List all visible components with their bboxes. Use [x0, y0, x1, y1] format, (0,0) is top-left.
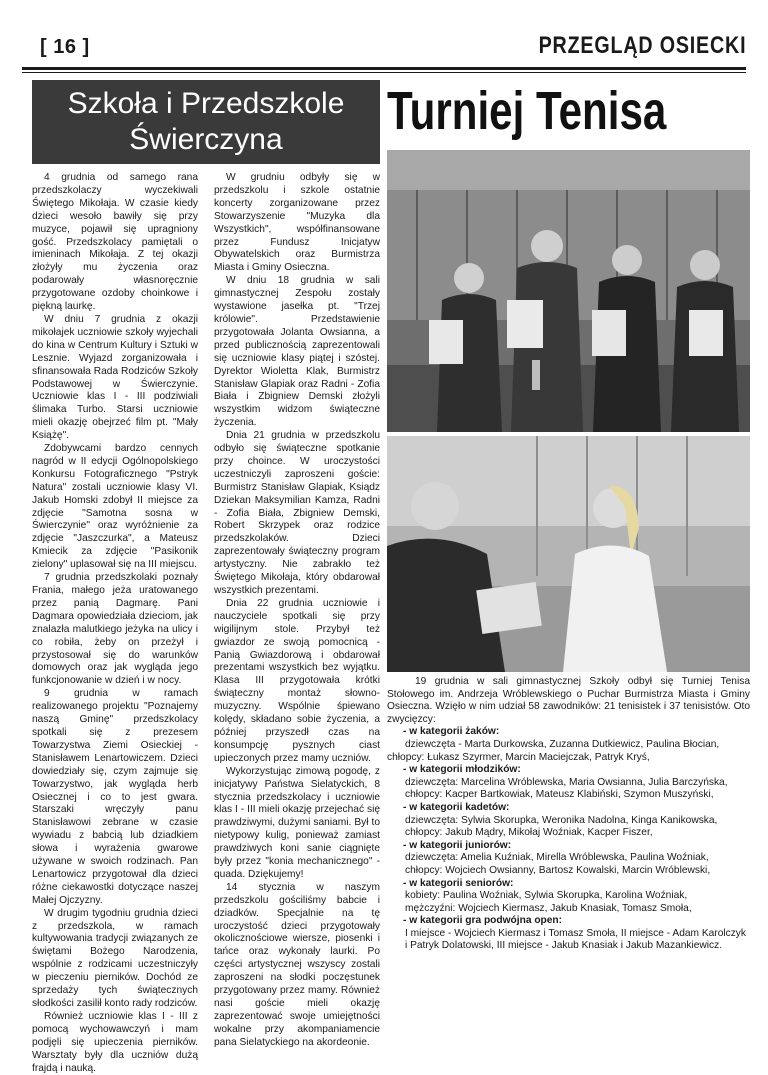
paragraph: 9 grudnia w ramach realizowanego projektu "Poznajemy naszą Gminę" przedszkolacy spotkali się z prezesem Towarzystwa Ziemi Osieckiej - Stanisławem Lenartowiczem. Dzieci dowiedziały się, czym zajmuje się Towarzystwo, jak wygląda herb Osiecznej i co to jest gwara. Starszaki wręczyły panu Stanisławowi zebrane w czasie wywiadu z babcią lub dziadkiem słowa i wyrażenia gwarowe używane w swoich rodzinach. Pan Lenartowicz przygotował dla dzieci różne ciekawostki dotyczące naszej Małej Ojczyzny.	[32, 688, 198, 906]
category-label: - w kategorii gra podwójna open:	[403, 915, 563, 927]
winners-line: chłopcy: Łukasz Szyrmer, Marcin Maciejczak, Patryk Kryś,	[387, 751, 650, 763]
award-photo-image	[387, 436, 750, 672]
paragraph: Wykorzystując zimową pogodę, z inicjatywy Państwa Sielatyckich, 8 stycznia przedszkolacy i uczniowie klas I - III mieli okazję przejechać się prawdziwymi, dużymi saniami. Był to nietypowy kulig, ponieważ zamiast prawdziwych koni sanie ciągnięte były przez "konia mechanicznego" - quada. Dziękujemy!	[214, 765, 380, 880]
category-label: - w kategorii juniorów:	[403, 839, 512, 851]
winners-line: dziewczęta: Sylwia Skorupka, Weronika Nadolna, Kinga Kanikowska,	[405, 814, 718, 826]
paragraph: W dniu 18 grudnia w sali gimnastycznej Zespołu zostały wystawione jasełka pt. "Trzej królowie". Przedstawienie przygotowała Jolanta Owsianna, a przed publicznością zaprezentowali się uczniowie klasy piątej i szóstej. Dyrektor Wioletta Klak, Burmistrz Stanisław Glapiak oraz Radni - Zofia Biała i Zbigniew Demski złożyli wszystkim widzom świąteczne życzenia.	[214, 275, 380, 429]
left-article-column-1	[32, 172, 198, 1075]
header-rule-thin	[22, 72, 746, 73]
winners-line: chłopcy: Jakub Mądry, Mikołaj Woźniak, Kacper Fiszer,	[405, 827, 653, 839]
winners-line: kobiety: Paulina Woźniak, Sylwia Skorupka, Karolina Woźniak,	[405, 890, 688, 902]
winners-photo-image	[387, 150, 750, 432]
winners-line: chłopcy: Kacper Bartkowiak, Mateusz Klabiński, Szymon Muszyński,	[405, 789, 714, 801]
left-title-line-2: Świerczyna	[129, 123, 283, 156]
category-label: - w kategorii żaków:	[403, 726, 500, 738]
photo-award-handover	[387, 436, 750, 672]
photo-winners-with-diplomas	[387, 150, 750, 432]
results-intro: 19 grudnia w sali gimnastycznej Szkoły odbył się Turniej Tenisa Stołowego im. Andrzeja Wróblewskiego o Puchar Burmistrza Miasta i Gminy Osieczna. Wzięło w nim udział 58 zawodników: 21 tenisistek i 37 tenisistów. Oto zwycięzcy:	[387, 676, 750, 725]
paragraph: Dnia 21 grudnia w przedszkolu odbyło się świąteczne spotkanie przy choince. W uroczystości uczestniczyli zaproszeni goście: Burmistrz Stanisław Glapiak, Ksiądz Dziekan Maksymilian Kamza, Radni - Zofia Biała, Zbigniew Demski, Robert Skrzypek oraz rodzice przedszkolaków. Dzieci zaprezentowały świąteczny program artystyczny. Nie zabrakło też Świętego Mikołaja, który obdarował wszystkich prezentami.	[214, 430, 380, 596]
paragraph: 7 grudnia przedszkolaki poznały Frania, małego jeża uratowanego przez panią Dagmarę. Pani Dagmara opowiedziała dzieciom, jak znalazła malutkiego jeżyka na ulicy i co robiła, żeby on przeżył i przystosował się do warunków domowych oraz jak wygląda jego funkcjonowanie w dzień i w nocy.	[32, 572, 198, 687]
right-article-title: Turniej Tenisa	[387, 81, 667, 141]
tournament-results	[387, 676, 750, 953]
paragraph: Również uczniowie klas I - III z pomocą wychowawczyń i mam podjęli się upieczenia pierników. Warsztaty były dla uczniów dużą frajdą i nauką.	[32, 1010, 198, 1074]
left-article-title	[32, 80, 380, 164]
paragraph: Zdobywcami bardzo cennych nagród w II edycji Ogólnopolskiego Konkursu Fotograficznego "Pstryk Natura" zostali uczniowie klasy VI. Jakub Homski zdobył II miejsce za zdjęcie "Samotna sosna w Świerczynie" oraz wyróżnienie za zdjęcie "Jaszczurka", a Mateusz Kmiecik za zdjęcie "Pasikonik zielony" uplasował się na III miejscu.	[32, 443, 198, 571]
paragraph: 4 grudnia od samego rana przedszkolaczy wyczekiwali Świętego Mikołaja. W czasie kiedy dzieci wesoło bawiły się przy muzyce, pojawił się upragniony gość. Przedszkolacy pamiętali o imieninach Mikołaja. Z tej okazji złożyły mu życzenia oraz podarowały własnoręcznie przygotowane ozdoby choinkowe i piękną laurkę.	[32, 172, 198, 313]
paragraph: 14 stycznia w naszym przedszkolu gościliśmy babcie i dziadków. Specjalnie na tę uroczystość dzieci przygotowały okolicznościowe wiersze, piosenki i tańce oraz wykonały laurki. Po części artystycznej wszyscy zostali zaproszeni na słodki poczęstunek przygotowany przez mamy. Również nasi goście mieli okazję zaprezentować swoje umiejętności wokalne przy akompaniamencie pana Sielatyckiego na akordeonie.	[214, 881, 380, 1048]
header-rule	[22, 67, 746, 70]
category-label: - w kategorii młodzików:	[403, 764, 521, 776]
winners-line: dziewczęta - Marta Durkowska, Zuzanna Dutkiewicz, Paulina Błocian,	[405, 738, 720, 750]
left-title-line-1: Szkoła i Przedszkole	[67, 87, 345, 120]
paragraph: Dnia 22 grudnia uczniowie i nauczyciele spotkali się przy wigilijnym stole. Przybył też gwiazdor ze swoją pomocnicą - Panią Gwiazdorową i obdarował prezentami wszystkich bez wyjątku. Klasa III przygotowała krótki świąteczny montaż słowno-muzyczny. Wspólnie śpiewano kolędy, składano sobie życzenia, a później przyszedł czas na konsumpcję pysznych ciast upieczonych przez mamy uczniów.	[214, 597, 380, 764]
page-number: [ 16 ]	[40, 36, 90, 58]
paragraph: W drugim tygodniu grudnia dzieci z przedszkola, w ramach kultywowania tradycji związanych ze świętami Bożego Narodzenia, wspólnie z rodzicami uczestniczyły w pieczeniu pierników. Dochód ze sprzedaży tych świątecznych słodkości zasilił konto rady rodziców.	[32, 907, 198, 1009]
publication-title: PRZEGLĄD OSIECKI	[538, 32, 746, 59]
paragraph: W grudniu odbyły się w przedszkolu i szkole ostatnie koncerty zorganizowane przez Stowarzyszenie "Muzyka dla Wszystkich", współfinansowane przez Fundusz Inicjatyw Obywatelskich oraz Burmistrza Miasta i Gminy Osieczna.	[214, 172, 380, 274]
left-article-column-2	[214, 172, 380, 1050]
winners-line: I miejsce - Wojciech Kiermasz i Tomasz Smoła, II miejsce - Adam Karolczyk i Patryk Dolatowski, III miejsce - Jakub Knasiak i Jakub Mazankiewicz.	[405, 927, 746, 952]
category-label: - w kategorii kadetów:	[403, 801, 510, 813]
winners-line: mężczyźni: Wojciech Kiermasz, Jakub Knasiak, Tomasz Smoła,	[405, 902, 692, 914]
winners-line: chłopcy: Wojciech Owsianny, Bartosz Kowalski, Marcin Wróblewski,	[405, 864, 711, 876]
category-label: - w kategorii seniorów:	[403, 877, 514, 889]
winners-line: dziewczęta: Amelia Kuźniak, Mirella Wróblewska, Paulina Woźniak,	[405, 852, 709, 864]
paragraph: W dniu 7 grudnia z okazji mikołajek uczniowie szkoły wyjechali do kina w Centrum Kultury i Sztuki w Lesznie. Wyjazd zorganizowała i sfinansowała Rada Rodziców Szkoły Podstawowej w Świerczynie. Uczniowie klas I - III podziwiali ślimaka Turbo. Starsi uczniowie mieli okazję obejrzeć film pt. "Mały Książę".	[32, 313, 198, 442]
winners-line: dziewczęta: Marcelina Wróblewska, Maria Owsianna, Julia Barczyńska,	[405, 776, 728, 788]
